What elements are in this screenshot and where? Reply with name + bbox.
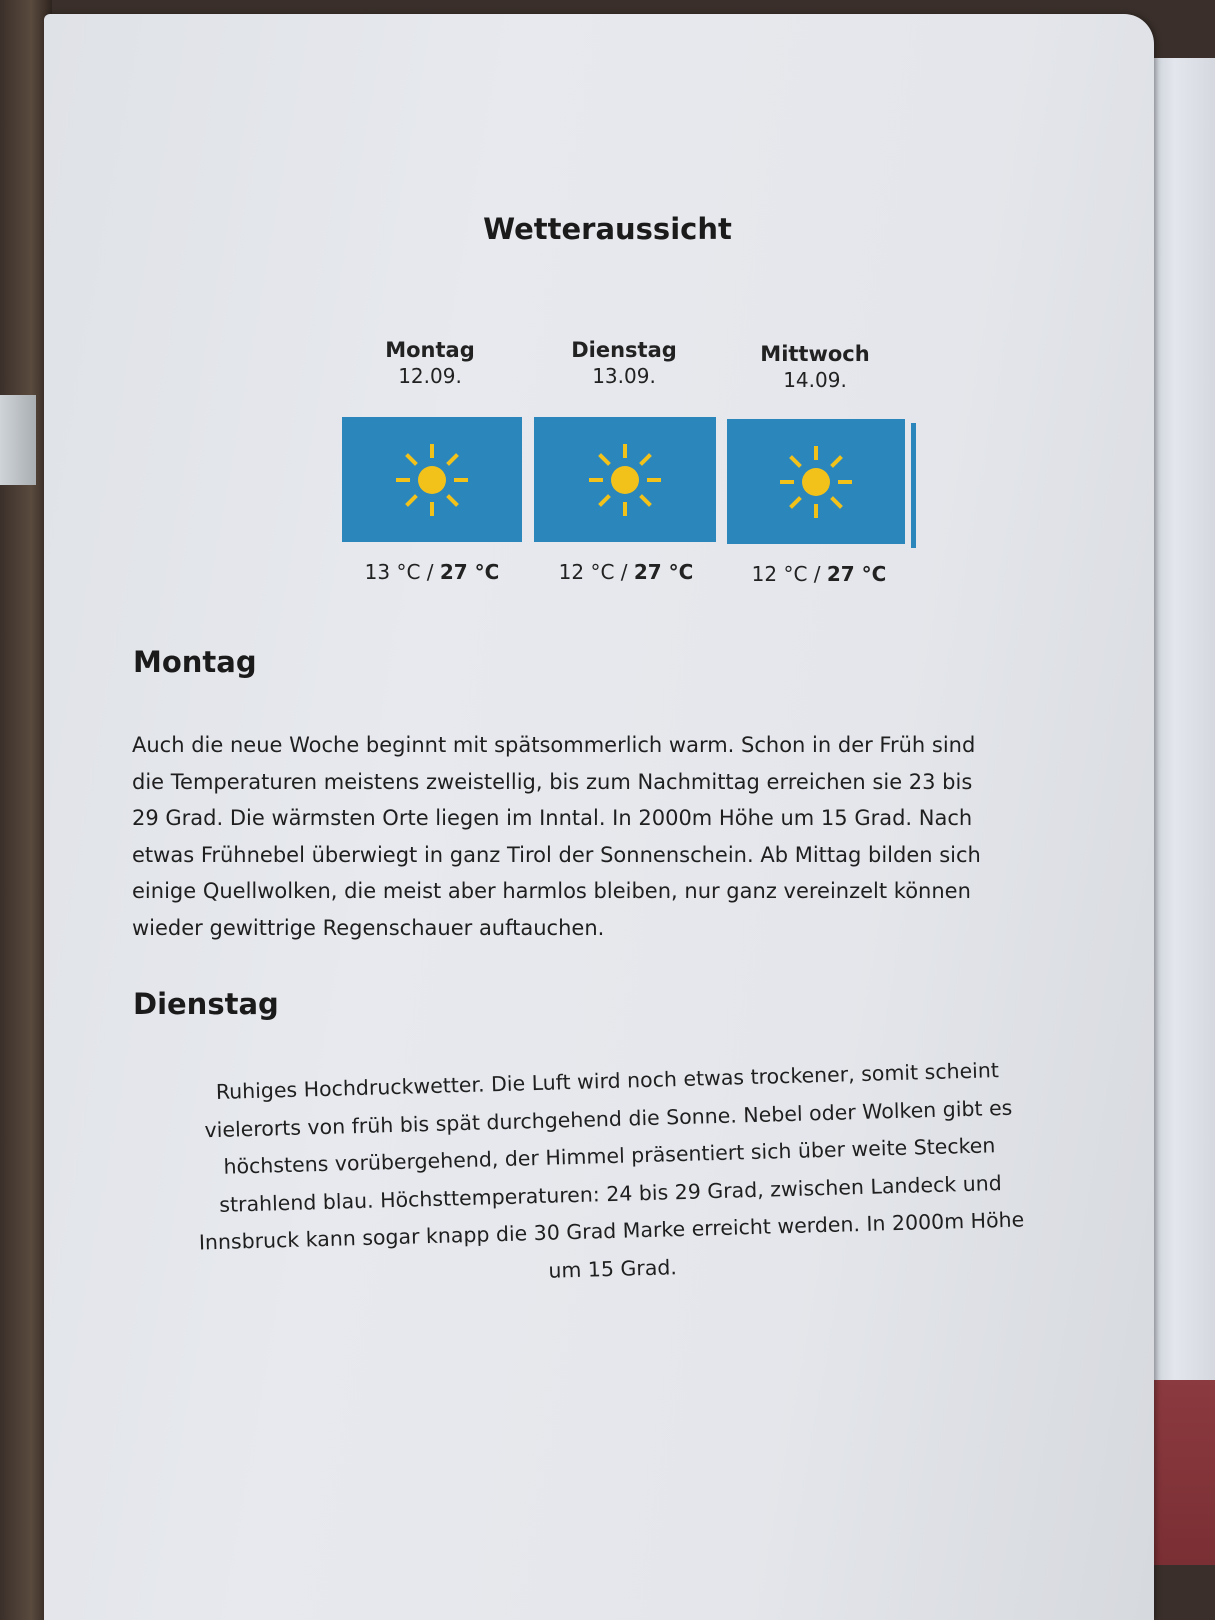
forecast-day-name: Montag bbox=[385, 338, 475, 362]
temperature-min: 12 °C bbox=[558, 560, 615, 584]
sun-ray bbox=[600, 495, 610, 505]
text-line: vielerorts von früh bis spät durchgehend die Sonne. Nebel oder Wolken gibt es bbox=[204, 1095, 1013, 1142]
forecast-day-monday bbox=[340, 338, 520, 388]
sun-disc bbox=[418, 466, 446, 494]
sun-disc bbox=[611, 466, 639, 494]
sun-ray bbox=[448, 495, 458, 505]
sun-icon bbox=[771, 437, 861, 527]
sun-ray bbox=[832, 497, 842, 507]
text-line: höchstens vorübergehend, der Himmel präsentiert sich über weite Stecken bbox=[223, 1133, 996, 1179]
sun-ray bbox=[600, 454, 610, 464]
temperature-max: 27 °C bbox=[633, 560, 694, 584]
sun-ray bbox=[407, 495, 417, 505]
weather-tile-edge bbox=[911, 423, 916, 548]
sun-disc bbox=[802, 468, 830, 496]
text-line: Innsbruck kann sogar knapp die 30 Grad Marke erreicht werden. In 2000m Höhe bbox=[198, 1207, 1025, 1255]
forecast-day-name: Dienstag bbox=[571, 338, 677, 362]
sun-ray bbox=[448, 454, 458, 464]
forecast-day-tuesday bbox=[534, 338, 714, 388]
text-line: strahlend blau. Höchsttemperaturen: 24 bis 29 Grad, zwischen Landeck und bbox=[219, 1170, 1002, 1217]
forecast-day-date: 14.09. bbox=[783, 368, 847, 392]
forecast-day-wednesday bbox=[725, 342, 905, 392]
sun-ray bbox=[407, 454, 417, 464]
temperature-wednesday: 12 °C / 27 °C bbox=[751, 562, 887, 586]
sun-icon bbox=[387, 435, 477, 525]
temperature-max: 27 °C bbox=[826, 562, 887, 586]
page-title: Wetteraussicht bbox=[483, 212, 732, 246]
sun-ray bbox=[791, 497, 801, 507]
text-line: Ruhiges Hochdruckwetter. Die Luft wird noch etwas trockener, somit scheint bbox=[215, 1058, 1000, 1104]
text-line: um 15 Grad. bbox=[548, 1254, 678, 1283]
section-text-tuesday bbox=[137, 1050, 1083, 1301]
next-page-edge bbox=[1148, 58, 1215, 1380]
background-window-light bbox=[0, 395, 36, 485]
weather-tile-wednesday bbox=[727, 419, 905, 544]
forecast-day-name: Mittwoch bbox=[760, 342, 870, 366]
forecast-day-date: 13.09. bbox=[592, 364, 656, 388]
weather-tile-tuesday bbox=[534, 417, 716, 542]
sun-ray bbox=[832, 456, 842, 466]
section-text-monday bbox=[132, 727, 981, 946]
section-heading-monday: Montag bbox=[133, 645, 257, 679]
text-line: etwas Frühnebel überwiegt in ganz Tirol der Sonnenschein. Ab Mittag bilden sich bbox=[132, 842, 981, 867]
temperature-tuesday: 12 °C / 27 °C bbox=[558, 560, 694, 584]
sun-ray bbox=[791, 456, 801, 466]
text-line: Auch die neue Woche beginnt mit spätsommerlich warm. Schon in der Früh sind bbox=[132, 733, 976, 757]
sun-icon bbox=[580, 435, 670, 525]
section-heading-tuesday: Dienstag bbox=[133, 987, 279, 1021]
sun-ray bbox=[641, 495, 651, 505]
sun-ray bbox=[641, 454, 651, 464]
text-line: 29 Grad. Die wärmsten Orte liegen im Inntal. In 2000m Höhe um 15 Grad. Nach bbox=[132, 806, 973, 830]
temperature-min: 13 °C bbox=[364, 560, 421, 584]
temperature-max: 27 °C bbox=[439, 560, 500, 584]
text-line: einige Quellwolken, die meist aber harmlos bleiben, nur ganz vereinzelt können bbox=[132, 879, 971, 903]
forecast-day-date: 12.09. bbox=[398, 364, 462, 388]
text-line: die Temperaturen meistens zweistellig, bis zum Nachmittag erreichen sie 23 bis bbox=[132, 769, 973, 794]
temperature-min: 12 °C bbox=[751, 562, 808, 586]
weather-tile-monday bbox=[342, 417, 522, 542]
temperature-monday: 13 °C / 27 °C bbox=[364, 560, 500, 584]
text-line: wieder gewittrige Regenschauer auftauchen. bbox=[132, 915, 605, 940]
